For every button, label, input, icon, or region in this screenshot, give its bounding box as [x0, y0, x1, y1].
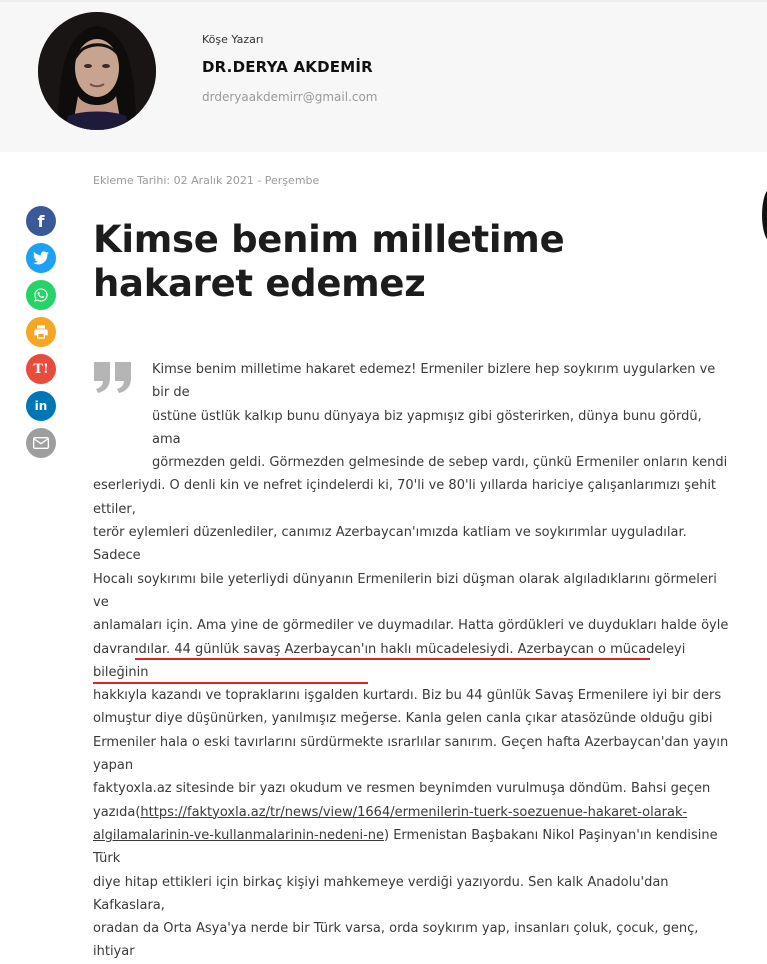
- link-annotation-underline: [135, 658, 650, 660]
- twitter-share-button[interactable]: [26, 243, 56, 273]
- publish-date: Ekleme Tarihi: 02 Aralık 2021 - Perşembe: [93, 174, 320, 187]
- article-line: [93, 801, 733, 824]
- article-line: faktyoxla.az sitesinde bir yazı okudum ve resmen beynimden vurulmuşa döndüm. Bahsi geçen: [93, 781, 711, 797]
- article-line: oradan da Orta Asya'ya nerde bir Türk varsa, orda soykırım yap, insanları çoluk, çocuk, genç, ihtiyar: [93, 921, 699, 960]
- article-line: terör eylemleri düzenlediler, canımız Azerbaycan'ımızda katliam ve soykırımlar uyguladılar. Sadece: [93, 525, 687, 564]
- author-avatar[interactable]: [38, 12, 156, 130]
- social-share-bar: [26, 206, 56, 465]
- facebook-icon: f: [37, 211, 45, 231]
- article-line: Ermeniler hala o eski tavırlarını sürdürmekte ısrarlılar sanırım. Geçen hafta Azerbaycan'dan yayın yapan: [93, 734, 729, 774]
- whatsapp-icon: [33, 287, 49, 303]
- article-line: Hocalı soykırımı bile yeterliydi dünyanın Ermenilerin bizi düşman olarak algıladıklarını görmeleri ve: [93, 571, 717, 610]
- source-link-part2[interactable]: algilamalarinin-ve-kullanmalarinin-nedeni-ne: [93, 827, 385, 843]
- article-line: üstüne üstlük kalkıp bunu dünyaya biz yapmışız gibi gösterirken, dünya bunu gördü, ama: [152, 408, 702, 447]
- link-suffix-text: ) Ermenistan Başbakanı Nikol Paşinyan'ın kendisine Türk: [93, 827, 718, 867]
- link-annotation-underline: [93, 682, 368, 684]
- article-line: [93, 824, 733, 871]
- alt-share-button[interactable]: [26, 354, 56, 384]
- article-line: davrandılar. 44 günlük savaş Azerbaycan'ın haklı mücadelesiydi. Azerbaycan o mücadeleyi bileğinin: [93, 641, 686, 680]
- article-line: eserleriydi. O denli kin ve nefret içindelerdi ki, 70'li ve 80'li yıllarda hariciye çalışanlarımızı şehit ettiler,: [93, 478, 717, 517]
- article-title: Kimse benim milletime hakaret edemez: [93, 218, 565, 305]
- article-line: anlamaları için. Ama yine de görmediler ve duymadılar. Hatta gördükleri ve duydukları halde öyle: [93, 618, 729, 634]
- article-line: hakkıyla kazandı ve topraklarını işgalden kurtardı. Biz bu 44 günlük Savaş Ermenilere iyi bir ders: [93, 688, 722, 704]
- article-line: olmuştur diye düşünürken, yanılmışız meğerse. Kanla gelen canla çıkar atasözünde olduğu gibi: [93, 711, 713, 727]
- email-share-button[interactable]: [26, 428, 56, 458]
- email-icon: [33, 437, 49, 449]
- columnist-label: Köşe Yazarı: [202, 33, 264, 46]
- print-icon: [33, 324, 49, 340]
- link-prefix-text: yazıda(: [93, 804, 141, 820]
- edge-widget: [762, 188, 767, 242]
- article-line: görmezden geldi. Görmezden gelmesinde de sebep vardı, çünkü Ermeniler onların kendi: [152, 455, 728, 471]
- article-line: diye hitap ettikleri için birkaç kişiyi mahkemeye verdiği yazıyordu. Sen kalk Anadolu'dan Kafkaslara,: [93, 874, 669, 913]
- turkish-t-icon: T!: [33, 361, 49, 377]
- source-link-part1[interactable]: https://faktyoxla.az/tr/news/view/1664/ermenilerin-tuerk-soezuenue-hakaret-olarak-: [140, 804, 688, 820]
- twitter-icon: [33, 251, 49, 265]
- article-line: Kimse benim milletime hakaret edemez! Ermeniler bizlere hep soykırım uygularken ve bir de: [152, 362, 716, 401]
- facebook-share-button[interactable]: [26, 206, 56, 236]
- whatsapp-share-button[interactable]: [26, 280, 56, 310]
- article-body: [93, 358, 733, 964]
- print-button[interactable]: [26, 317, 56, 347]
- author-email[interactable]: drderyaakdemirr@gmail.com: [202, 90, 378, 104]
- author-name[interactable]: DR.DERYA AKDEMİR: [202, 58, 373, 76]
- linkedin-icon: in: [34, 399, 48, 413]
- linkedin-share-button[interactable]: [26, 391, 56, 421]
